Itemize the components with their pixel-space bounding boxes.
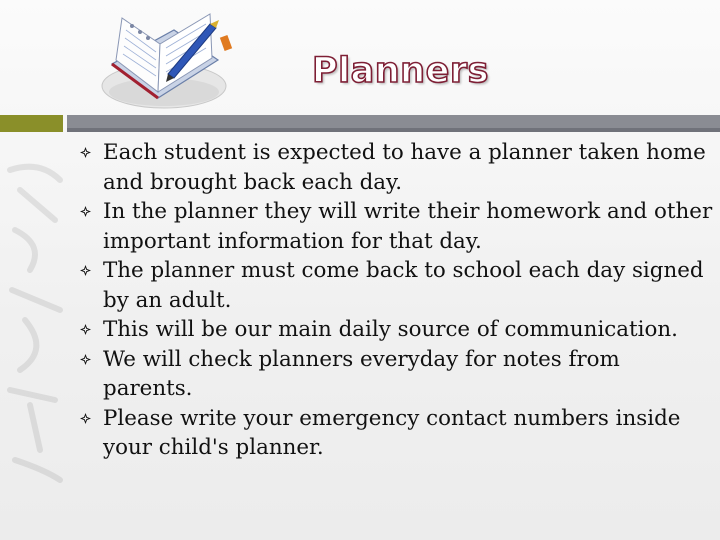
notebook-with-pen-icon — [98, 8, 233, 116]
title-rule-shadow — [67, 128, 720, 132]
diamond-bullet-icon — [80, 265, 91, 276]
diamond-bullet-icon — [80, 147, 91, 158]
bullet-text: Each student is expected to have a planner taken home and brought back each day. — [103, 140, 706, 195]
bullet-text: Please write your emergency contact numbers inside your child's planner. — [103, 405, 681, 460]
bullet-text: The planner must come back to school each day signed by an adult. — [103, 258, 704, 313]
bullet-text: In the planner they will write their homework and other important information for that day. — [103, 199, 713, 254]
list-item — [70, 138, 715, 197]
bullet-list — [70, 138, 715, 463]
list-item — [70, 345, 715, 404]
diamond-bullet-icon — [80, 413, 91, 424]
title-rule-accent — [0, 115, 63, 132]
list-item — [70, 197, 715, 256]
bullet-text: We will check planners everyday for notes from parents. — [103, 346, 620, 401]
list-item — [70, 404, 715, 463]
diamond-bullet-icon — [80, 354, 91, 365]
bullet-text: This will be our main daily source of communication. — [103, 317, 678, 342]
list-item — [70, 315, 715, 345]
diamond-bullet-icon — [80, 324, 91, 335]
calligraphy-watermark — [0, 150, 80, 490]
list-item — [70, 256, 715, 315]
slide-title: Planners — [312, 51, 489, 91]
diamond-bullet-icon — [80, 206, 91, 217]
